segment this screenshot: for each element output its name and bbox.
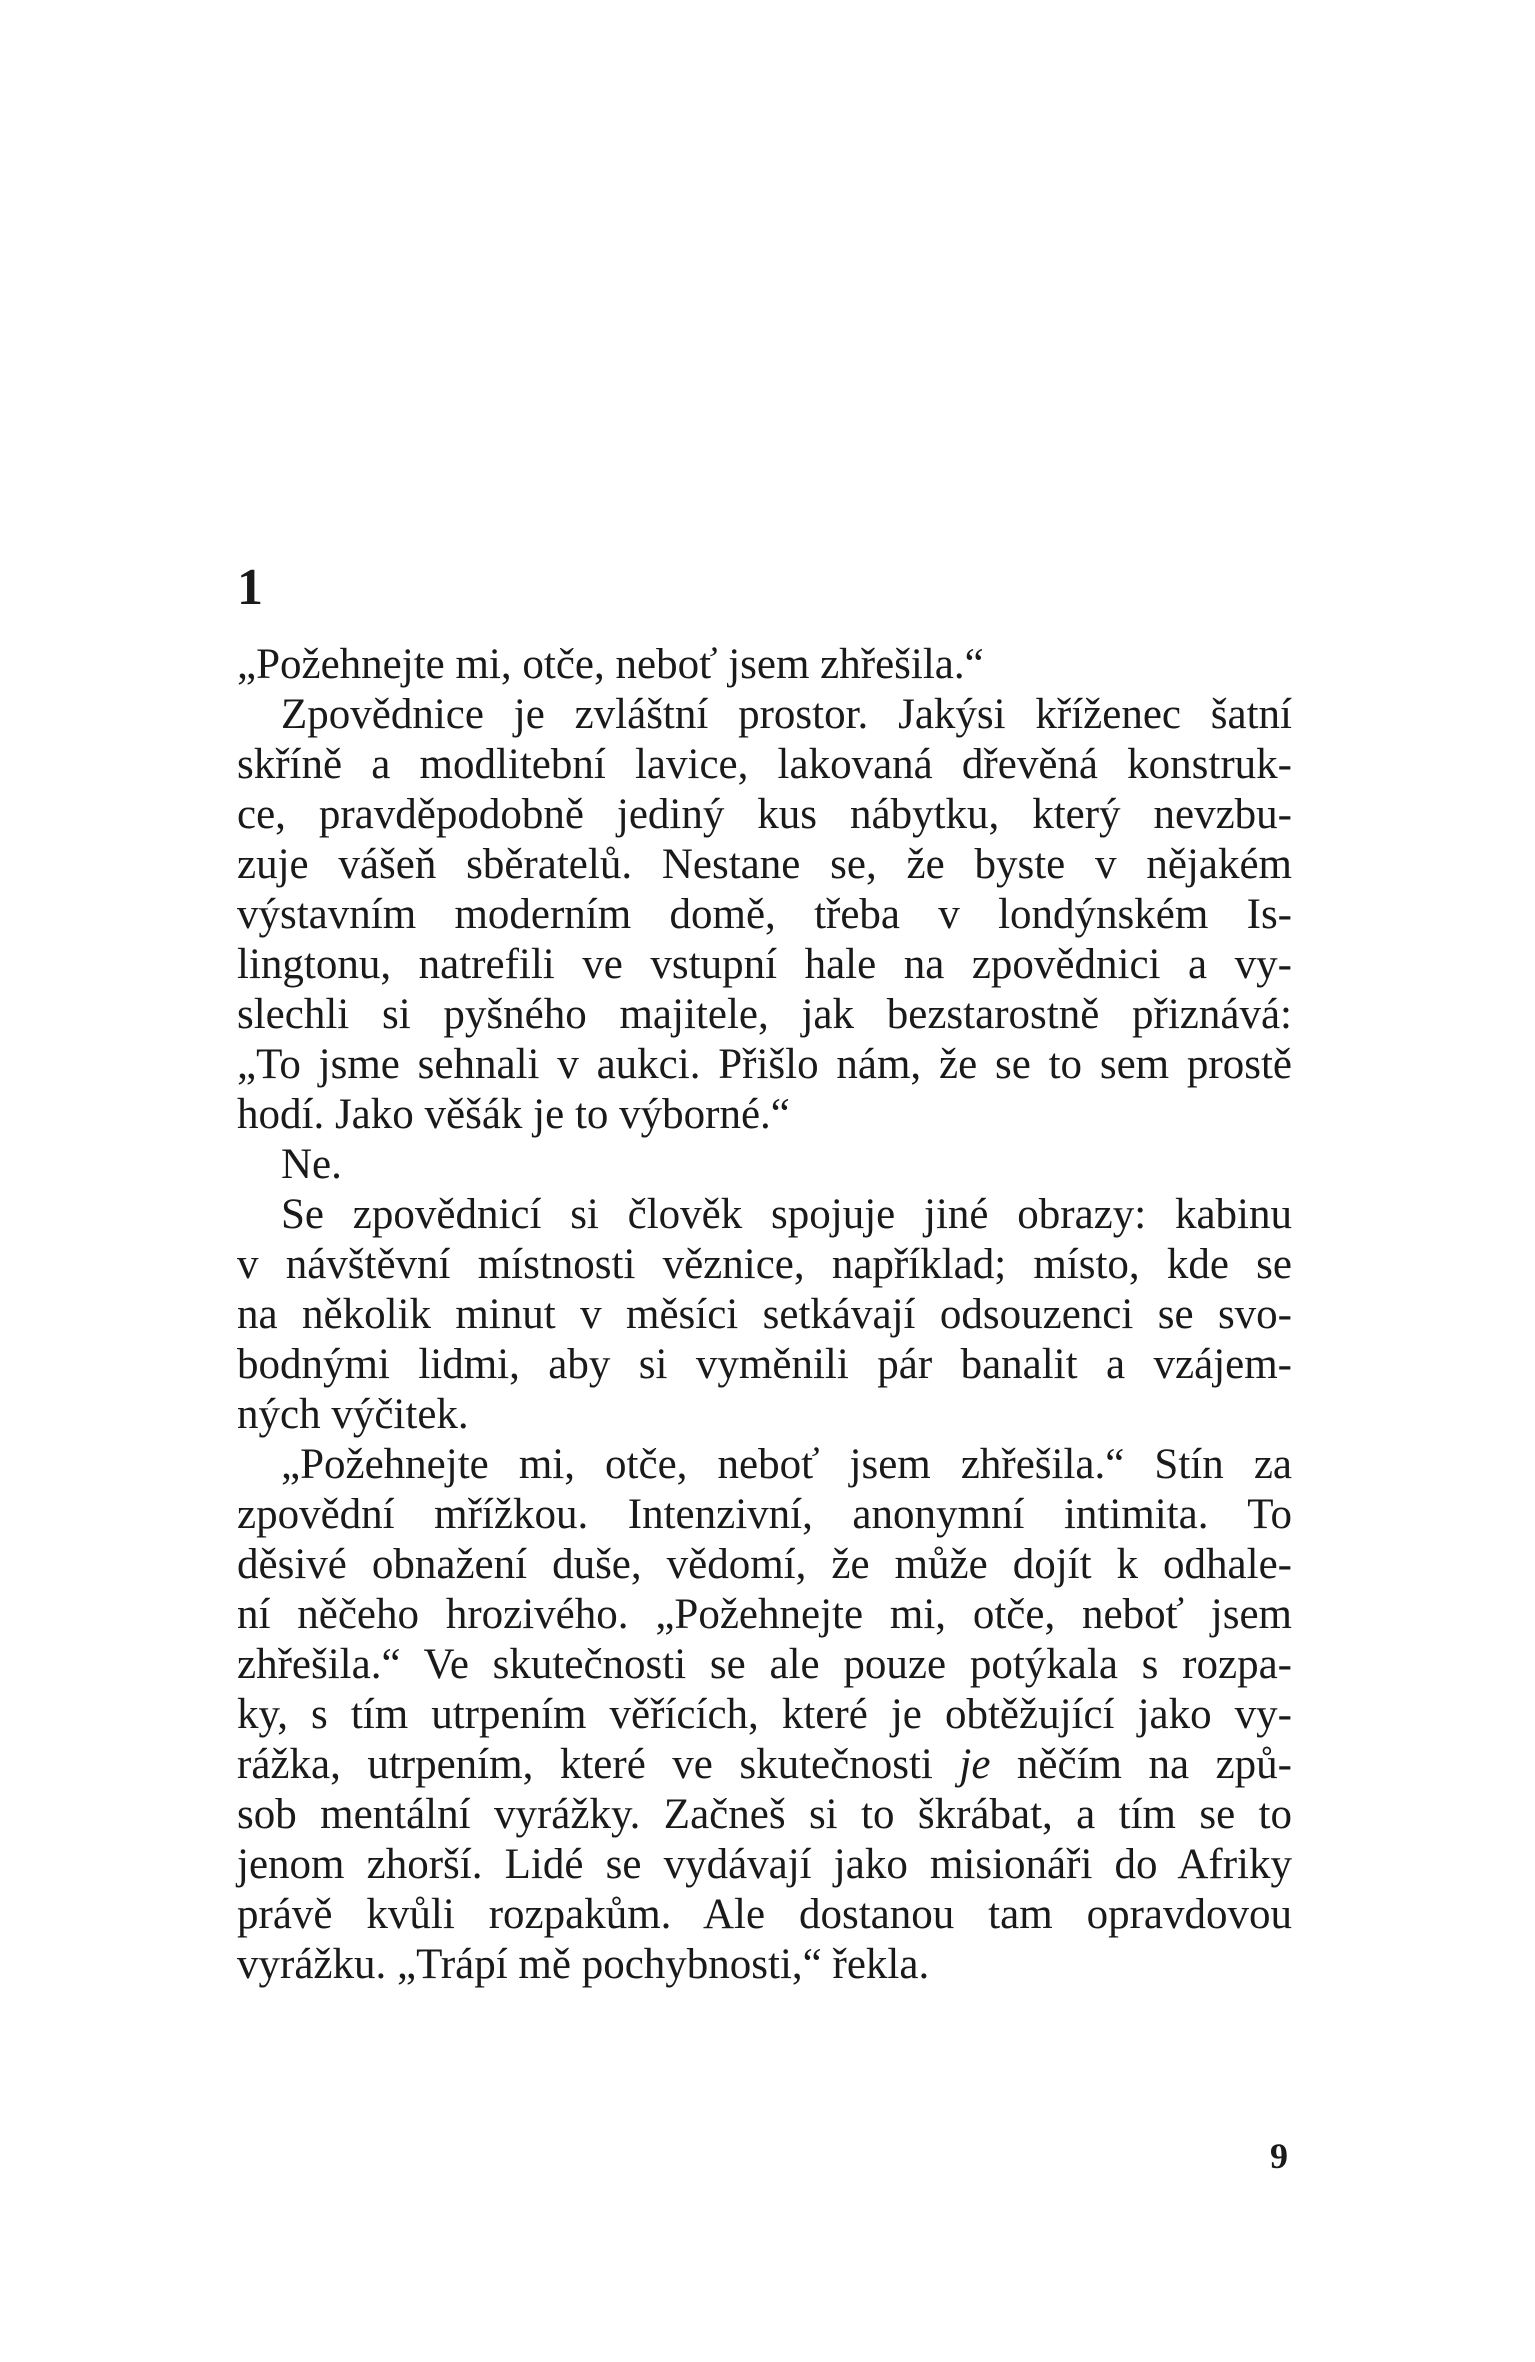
text-line: Ne. <box>281 1141 342 1188</box>
text-line: děsivé obnažení duše, vědomí, že může dojít k odhale- <box>237 1541 1292 1588</box>
text-line: ce, pravděpodobně jediný kus nábytku, který nevzbu- <box>237 791 1292 838</box>
text-line: rážka, utrpením, které ve skutečnosti je něčím na způ- <box>237 1741 1292 1788</box>
text-line: bodnými lidmi, aby si vyměnili pár banalit a vzájem- <box>237 1341 1292 1388</box>
text-line: zhřešila.“ Ve skutečnosti se ale pouze potýkala s rozpa- <box>237 1641 1292 1688</box>
text-line: slechli si pyšného majitele, jak bezstarostně přiznává: <box>237 991 1292 1038</box>
text-line: ní něčeho hrozivého. „Požehnejte mi, otče, neboť jsem <box>237 1591 1292 1638</box>
text-line: ky, s tím utrpením věřících, které je obtěžující jako vy- <box>237 1691 1292 1738</box>
text-line: Zpovědnice je zvláštní prostor. Jakýsi kříženec šatní <box>281 691 1292 738</box>
text-line: výstavním moderním domě, třeba v londýnském Is- <box>237 891 1292 938</box>
text-line: „Požehnejte mi, otče, neboť jsem zhřešila.“ <box>237 641 984 688</box>
text-line: v návštěvní místnosti věznice, například; místo, kde se <box>237 1241 1292 1288</box>
text-line: hodí. Jako věšák je to výborné.“ <box>237 1091 790 1138</box>
text-line: vyrážku. „Trápí mě pochybnosti,“ řekla. <box>237 1941 930 1988</box>
text-line: „To jsme sehnali v aukci. Přišlo nám, že se to sem prostě <box>237 1041 1292 1088</box>
text-line: právě kvůli rozpakům. Ale dostanou tam opravdovou <box>237 1891 1292 1938</box>
text-line: Se zpovědnicí si člověk spojuje jiné obrazy: kabinu <box>281 1191 1292 1238</box>
text-line: ných výčitek. <box>237 1391 469 1438</box>
text-line: zpovědní mřížkou. Intenzivní, anonymní intimita. To <box>237 1491 1292 1538</box>
text-line: jenom zhorší. Lidé se vydávají jako misionáři do Afriky <box>237 1841 1292 1888</box>
page-number: 9 <box>1270 2136 1288 2176</box>
text-line: skříně a modlitební lavice, lakovaná dřevěná konstruk- <box>237 741 1292 788</box>
chapter-number: 1 <box>237 559 263 616</box>
text-line: sob mentální vyrážky. Začneš si to škrábat, a tím se to <box>237 1791 1292 1838</box>
text-line: na několik minut v měsíci setkávají odsouzenci se svo- <box>237 1291 1292 1338</box>
emphasis: je <box>959 1741 991 1788</box>
body-text <box>237 640 1292 1990</box>
text-line: lingtonu, natrefili ve vstupní hale na zpovědnici a vy- <box>237 941 1292 988</box>
text-line: „Požehnejte mi, otče, neboť jsem zhřešila.“ Stín za <box>281 1441 1292 1488</box>
text-line: zuje vášeň sběratelů. Nestane se, že byste v nějakém <box>237 841 1292 888</box>
